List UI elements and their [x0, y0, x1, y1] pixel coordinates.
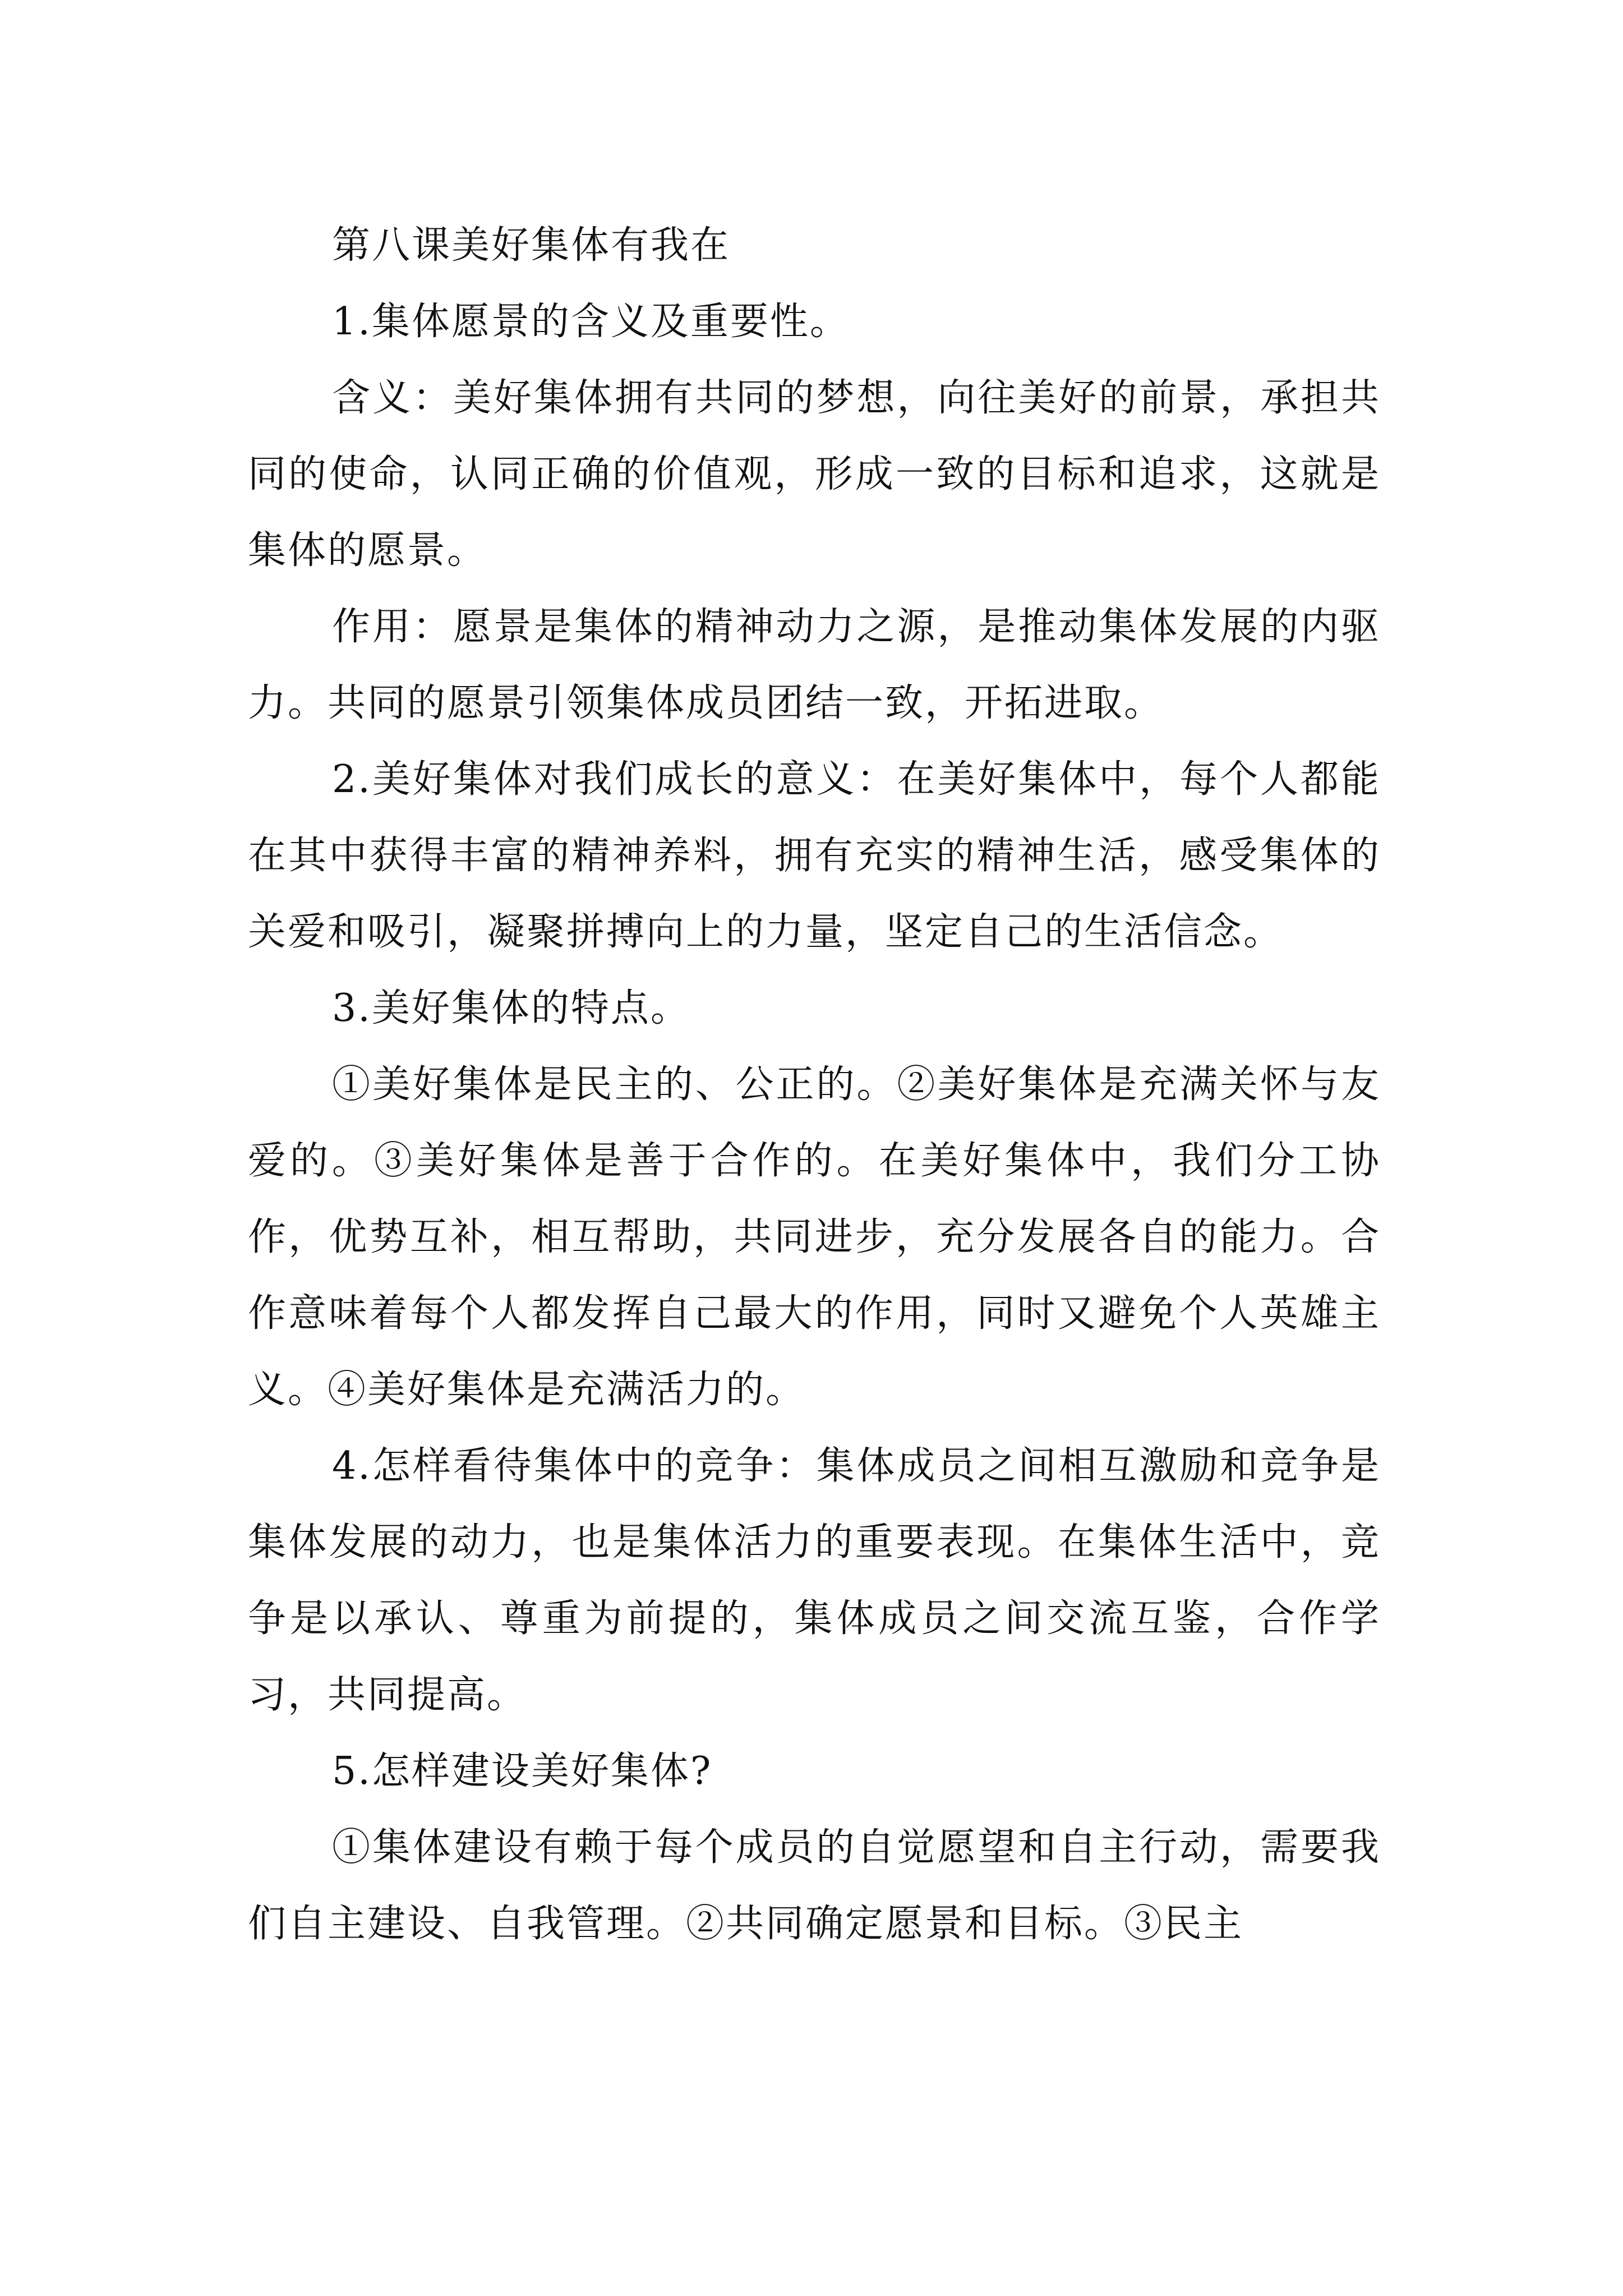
paragraph-meaning: 含义：美好集体拥有共同的梦想，向往美好的前景，承担共同的使命，认同正确的价值观，形成一致的目标和追求，这就是集体的愿景。 — [248, 376, 1381, 573]
section-heading-3: 3.美好集体的特点。 — [332, 986, 690, 1030]
section-heading-5: 5.怎样建设美好集体? — [332, 1749, 713, 1793]
lesson-title: 第八课美好集体有我在 — [332, 223, 731, 268]
paragraph-function: 作用：愿景是集体的精神动力之源，是推动集体发展的内驱力。共同的愿景引领集体成员团结一致，开拓进取。 — [248, 605, 1381, 725]
section-4-paragraph: 4.怎样看待集体中的竞争：集体成员之间相互激励和竞争是集体发展的动力，也是集体活力的重要表现。在集体生活中，竞争是以承认、尊重为前提的，集体成员之间交流互鉴，合作学习，共同提高。 — [248, 1444, 1381, 1717]
section-2-paragraph: 2.美好集体对我们成长的意义：在美好集体中，每个人都能在其中获得丰富的精神养料，拥有充实的精神生活，感受集体的关爱和吸引，凝聚拼搏向上的力量，坚定自己的生活信念。 — [248, 757, 1381, 954]
paragraph-build: ①集体建设有赖于每个成员的自觉愿望和自主行动，需要我们自主建设、自我管理。②共同确定愿景和目标。③民主 — [248, 1825, 1381, 1946]
paragraph-features: ①美好集体是民主的、公正的。②美好集体是充满关怀与友爱的。③美好集体是善于合作的。在美好集体中，我们分工协作，优势互补，相互帮助，共同进步，充分发展各自的能力。合作意味着每个人都发挥自己最大的作用，同时又避免个人英雄主义。④美好集体是充满活力的。 — [248, 1062, 1381, 1412]
section-heading-1: 1.集体愿景的含义及重要性。 — [332, 300, 850, 344]
document-body — [248, 208, 1381, 1962]
